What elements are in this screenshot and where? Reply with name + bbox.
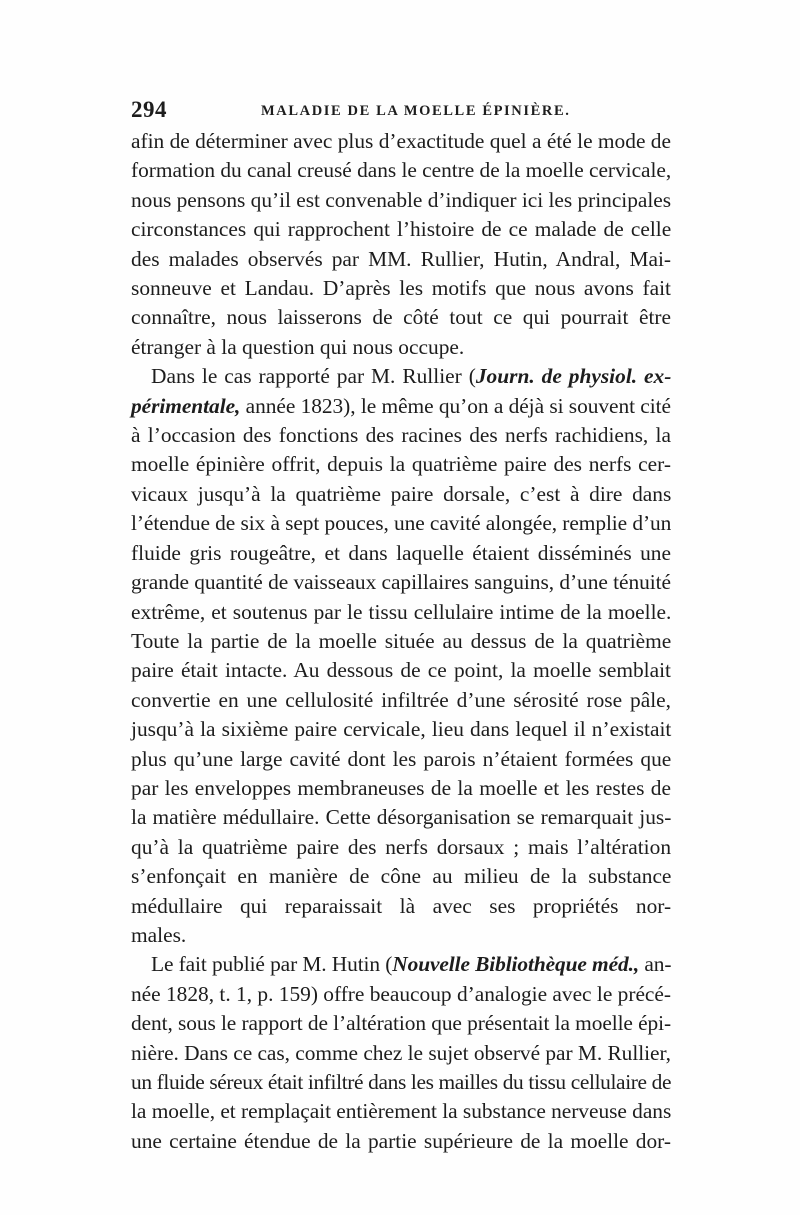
text-line: par les enveloppes membraneuses de la moelle et les restes de [131,775,671,800]
text-line: médullaire qui reparaissait là avec ses propriétés nor- [131,893,672,918]
citation-italic: périmentale, [131,393,241,418]
text-line: connaître, nous laisserons de côté tout ce qui pourrait être [131,305,672,330]
text-line [131,362,671,391]
text-run: Dans le cas rapporté par M. Rullier ( [151,364,476,389]
text-run: an- [639,952,672,977]
text-line: la moelle, et remplaçait entièrement la substance nerveuse dans [131,1099,672,1124]
text-line: l’étendue de six à sept pouces, une cavité alongée, remplie d’un [131,511,672,536]
text-line: dent, sous le rapport de l’altération que présentait la moelle épi- [131,1011,671,1036]
text-line: la matière médullaire. Cette désorganisation se remarquait jus- [131,805,672,830]
text-line: étranger à la question qui nous occupe. [131,334,465,359]
text-line [131,392,671,421]
text-line: moelle épinière offrit, depuis la quatrième paire des nerfs cer- [131,452,671,477]
citation-italic: Nouvelle Bibliothèque méd., [392,952,640,977]
text-line: grande quantité de vaisseaux capillaires sanguins, d’une ténuité [131,570,671,595]
citation-italic: Journ. de physiol. ex- [475,364,672,389]
text-line: paire était intacte. Au dessous de ce point, la moelle semblait [131,658,671,683]
text-run: Le fait publié par M. Hutin ( [151,952,393,977]
text-line: circonstances qui rapprochent l’histoire de ce malade de celle [131,217,672,242]
running-head [131,97,671,129]
paragraph-2 [131,362,671,950]
text-line: males. [131,922,187,947]
text-line: plus qu’une large cavité dont les parois n’étaient formées que [131,746,672,771]
text-line: fluide gris rougeâtre, et dans laquelle étaient disséminés une [131,540,671,565]
body-text [131,127,671,1156]
text-line: s’enfonçait en manière de cône au milieu de la substance [131,864,672,889]
text-line: sonneuve et Landau. D’après les motifs que nous avons fait [131,276,671,301]
text-line: afin de déterminer avec plus d’exactitude quel a été le mode de [131,129,671,153]
text-line: convertie en une cellulosité infiltrée d’une sérosité rose pâle, [131,687,671,712]
text-line: jusqu’à la sixième paire cervicale, lieu dans lequel il n’existait [131,717,672,742]
paragraph-1 [131,127,671,362]
paragraph-3 [131,950,671,1156]
text-line: à l’occasion des fonctions des racines des nerfs rachidiens, la [131,423,671,448]
page-number: 294 [131,97,167,122]
text-run: année 1823), le même qu’on a déjà si souvent cité [240,393,671,418]
text-line: un fluide séreux était infiltré dans les mailles du tissu cellulaire de [131,1070,672,1094]
text-line: une certaine étendue de la partie supérieure de la moelle dor- [131,1128,671,1153]
text-line: extrême, et soutenus par le tissu cellulaire intime de la moelle. [131,599,672,624]
text-line: des malades observés par MM. Rullier, Hutin, Andral, Mai- [131,246,672,271]
running-title: MALADIE DE LA MOELLE ÉPINIÈRE. [261,103,571,119]
text-line: formation du canal creusé dans le centre de la moelle cervicale, [131,158,672,183]
text-line: nous pensons qu’il est convenable d’indiquer ici les principales [131,187,671,212]
text-line: Toute la partie de la moelle située au dessus de la quatrième [131,628,672,653]
text-line: née 1828, t. 1, p. 159) offre beaucoup d’analogie avec le précé- [131,981,671,1006]
text-line [131,950,671,979]
text-line: vicaux jusqu’à la quatrième paire dorsale, c’est à dire dans [131,481,672,506]
text-line: nière. Dans ce cas, comme chez le sujet observé par M. Rullier, [131,1040,671,1065]
text-line: qu’à la quatrième paire des nerfs dorsaux ; mais l’altération [131,834,672,859]
